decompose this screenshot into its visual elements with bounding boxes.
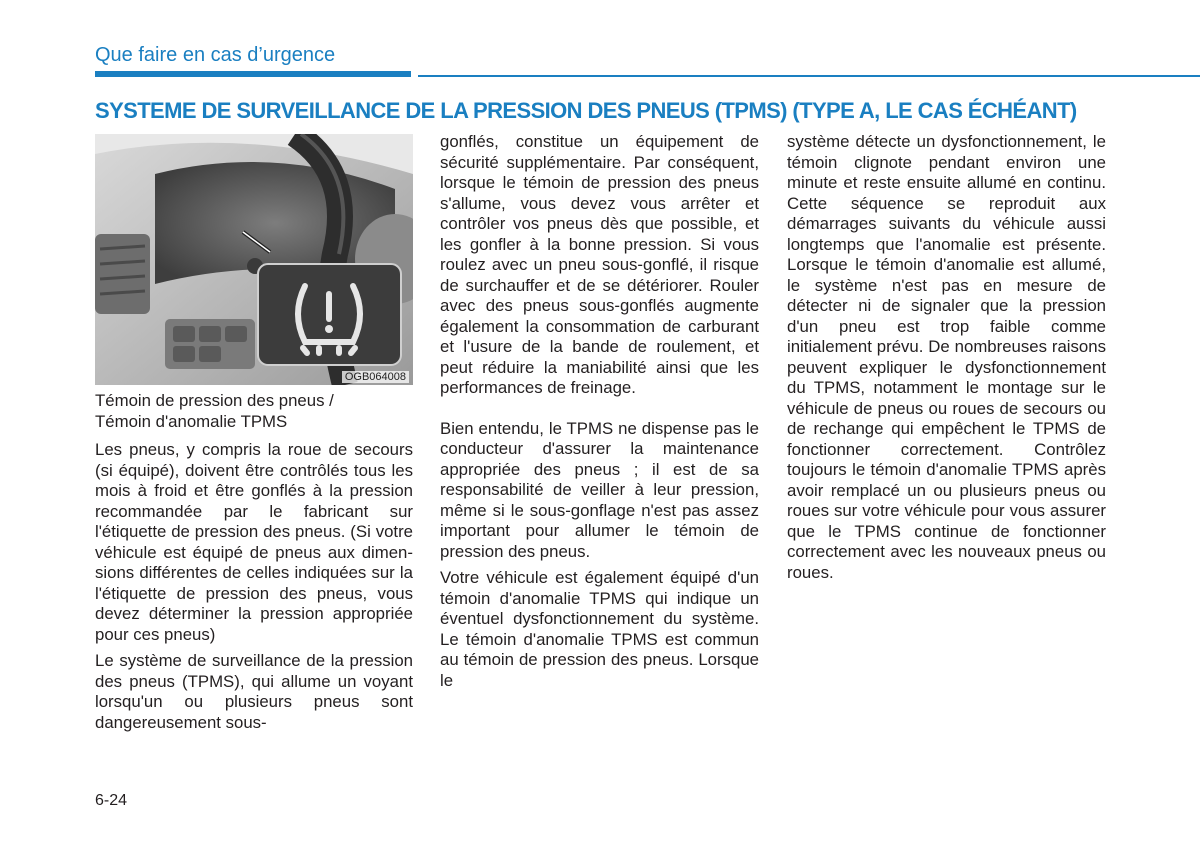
figure-caption [95,391,413,432]
figure-code: OGB064008 [342,371,409,383]
section-title: SYSTEME DE SURVEILLANCE DE LA PRESSION DES PNEUS (TPMS) (TYPE A, LE CAS ÉCHÉANT) [95,98,1077,123]
column-3 [787,132,1106,589]
paragraph: système détecte un dysfonctionnement, le témoin clignote pendant environ une minute et reste ensuite allumé en continu. Cette séquence se reproduit aux démarrages suivants du véhicule aussi longtemps que l'anomalie est présente. Lorsque le témoin d'anomalie est allumé, le système n'est pas en mesure de détecter ni de signaler que la pression d'un pneu est trop faible comme initialement prévu. De nombreuses raisons peuvent expliquer le dysfonctionnement du TPMS, notamment le montage sur le véhicule de pneus ou roues de secours ou de rechange qui empêchent le TPMS de fonctionner correctement. Contrôlez toujours le témoin d'anomalie TPMS après avoir remplacé un ou plusieurs pneus ou roues sur votre véhicule pour vous assurer que le TPMS continue de fonctionner correctement avec les nouveaux pneus ou roues. [787,132,1106,582]
caption-line-2: Témoin d'anomalie TPMS [95,411,288,431]
paragraph: gonflés, constitue un équipement de sécurité supplémentaire. Par conséquent, lorsque le témoin de pression des pneus s'allume, vous devez vous arrêter et contrôler vos pneus dès que possible, et les gonfler à la bonne pression. Si vous roulez avec un pneu sous-gonflé, il risque de surchauffer et de se détériorer. Rouler avec des pneus sous-gonflés augmente également la consommation de carburant et l'usure de la bande de roulement, et peut réduire la maniabilité ainsi que les performances de freinage. [440,132,759,397]
paragraph: Bien entendu, le TPMS ne dispense pas le conducteur d'assurer la maintenance appropriée des pneus ; il est de sa responsabilité de veiller à leur pression, même si le sous-gonflage n'est pas assez important pour allumer le témoin de pression des pneus. [440,418,759,561]
paragraph: Le système de surveillance de la pression des pneus (TPMS), qui allume un voyant lorsqu'un ou plusieurs pneus sont dangereusement sous- [95,651,413,732]
page-number: 6-24 [95,792,128,809]
caption-line-1: Témoin de pression des pneus / [95,391,334,410]
header-rule-thin [418,75,1200,77]
paragraph: Les pneus, y compris la roue de secours (si équipé), doivent être contrôlés tous les mois à froid et être gonflés à la pression recommandée par le fabricant sur l'étiquette de pression des pneus. (Si votre véhicule est équipé de pneus aux dimensions différentes de celles indiquées sur la l'étiquette de pression des pneus, vous devez déterminer la pression appropriée pour ces pneus) [95,440,413,644]
column-2 [440,132,759,697]
paragraph: Votre véhicule est également équipé d'un témoin d'anomalie TPMS qui indique un éventuel dysfonctionnement du système. Le témoin d'anomalie TPMS est commun au témoin de pression des pneus. Lorsque le [440,568,759,690]
column-1 [95,391,413,739]
chapter-title: Que faire en cas d’urgence [95,44,336,66]
header-rule-thick [95,71,411,77]
dashboard-photo [95,134,413,385]
